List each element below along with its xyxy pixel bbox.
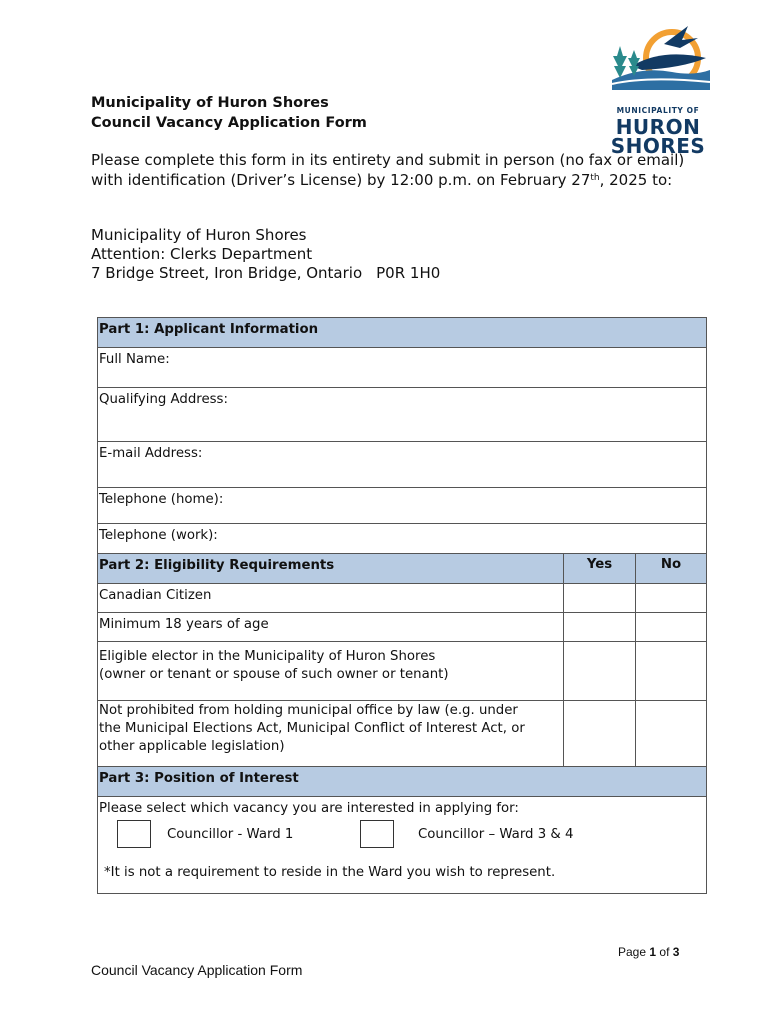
ward1-checkbox[interactable] — [117, 820, 151, 848]
requirement-not-prohibited-line2: the Municipal Elections Act, Municipal Conflict of Interest Act, or — [99, 721, 525, 736]
part2-heading: Part 2: Eligibility Requirements — [99, 558, 335, 573]
telephone-work-row[interactable] — [98, 524, 706, 554]
requirement-elector-label — [98, 642, 563, 700]
intro-superscript: th — [590, 172, 600, 183]
yes-column-header: Yes — [563, 554, 635, 583]
address-line2: Attention: Clerks Department — [91, 245, 313, 263]
requirement-elector-line1: Eligible elector in the Municipality of Huron Shores — [99, 649, 436, 664]
requirement-row — [98, 642, 706, 701]
address-line3 — [91, 264, 440, 284]
intro-text-part1: Please complete this form in its entirety and submit in person (no fax or email) with identification (Driver’s License) by 12:00 p.m. on February 27 — [91, 151, 685, 189]
full-name-row[interactable] — [98, 348, 706, 388]
page-prefix: Page — [618, 945, 647, 959]
requirement-row — [98, 584, 706, 613]
qualifying-address-label: Qualifying Address: — [99, 392, 228, 407]
requirement-elector-line2: (owner or tenant or spouse of such owner or tenant) — [99, 667, 449, 682]
requirement-not-prohibited-label — [98, 701, 563, 766]
ward-residency-note: *It is not a requirement to reside in the Ward you wish to represent. — [104, 865, 556, 880]
elector-no-cell[interactable] — [635, 642, 706, 700]
email-address-label: E-mail Address: — [99, 446, 203, 461]
ward3-4-label: Councillor – Ward 3 & 4 — [418, 827, 574, 842]
citizen-no-cell[interactable] — [635, 584, 706, 612]
requirement-row — [98, 613, 706, 642]
part1-heading: Part 1: Applicant Information — [99, 322, 319, 337]
age-yes-cell[interactable] — [563, 613, 635, 641]
not-prohibited-yes-cell[interactable] — [563, 701, 635, 766]
form-title-line1: Municipality of Huron Shores — [91, 95, 329, 111]
age-no-cell[interactable] — [635, 613, 706, 641]
part1-header-row — [98, 318, 706, 348]
requirement-not-prohibited-line3: other applicable legislation) — [99, 739, 285, 754]
citizen-yes-cell[interactable] — [563, 584, 635, 612]
requirement-citizen-label: Canadian Citizen — [99, 588, 212, 603]
part2-header-row — [98, 554, 706, 584]
page-of: of — [659, 945, 670, 959]
application-form-table — [97, 317, 707, 894]
requirement-not-prohibited-line1: Not prohibited from holding municipal office by law (e.g. under — [99, 703, 518, 718]
footer-form-name: Council Vacancy Application Form — [91, 962, 303, 978]
address-street: 7 Bridge Street, Iron Bridge, Ontario — [91, 264, 363, 282]
telephone-home-label: Telephone (home): — [99, 492, 224, 507]
page-total: 3 — [672, 945, 680, 959]
email-address-row[interactable] — [98, 442, 706, 488]
ward3-4-checkbox[interactable] — [360, 820, 394, 848]
requirement-age-label: Minimum 18 years of age — [99, 617, 269, 632]
elector-yes-cell[interactable] — [563, 642, 635, 700]
address-line1: Municipality of Huron Shores — [91, 226, 307, 244]
page-current: 1 — [649, 945, 657, 959]
part3-heading: Part 3: Position of Interest — [99, 771, 299, 786]
intro-text-part2: , 2025 to: — [599, 170, 673, 189]
no-column-header: No — [635, 554, 706, 583]
logo-text-huron: HURON — [615, 115, 701, 139]
qualifying-address-row[interactable] — [98, 388, 706, 442]
logo-text-small: MUNICIPALITY OF — [616, 106, 700, 115]
full-name-label: Full Name: — [99, 352, 170, 367]
ward1-label: Councillor - Ward 1 — [167, 827, 294, 842]
telephone-home-row[interactable] — [98, 488, 706, 524]
address-postal-code: P0R 1H0 — [376, 264, 441, 282]
logo-emblem-icon — [602, 18, 714, 106]
municipality-logo — [602, 18, 714, 158]
telephone-work-label: Telephone (work): — [99, 528, 218, 543]
logo-text-shores: SHORES — [610, 134, 706, 158]
position-prompt: Please select which vacancy you are interested in applying for: — [99, 801, 519, 816]
not-prohibited-no-cell[interactable] — [635, 701, 706, 766]
intro-paragraph — [91, 151, 691, 190]
requirement-row — [98, 701, 706, 767]
page-number — [618, 945, 679, 959]
form-title-line2: Council Vacancy Application Form — [91, 115, 367, 131]
part3-header-row — [98, 767, 706, 797]
